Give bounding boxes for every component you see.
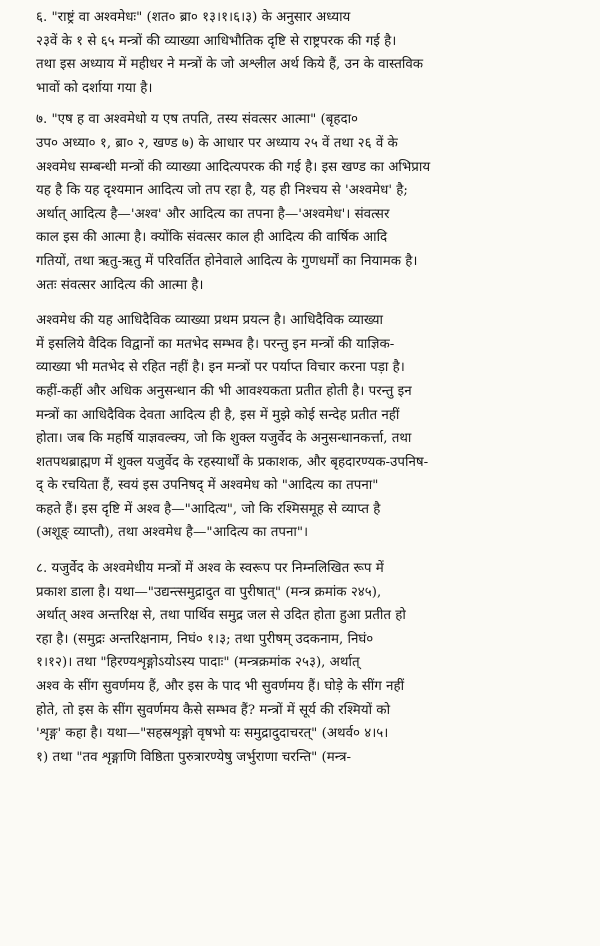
text-line: अर्थात् अश्व अन्तरिक्ष से, तथा पार्थिव समुद्र जल से उदित होता हुआ प्रतीत हो xyxy=(36,608,406,624)
text-line: अश्वमेध सम्बन्धी मन्त्रों की व्याख्या आदित्यपरक की गई है। इस खण्ड का अभिप्राय xyxy=(36,159,431,175)
text-line: अश्वमेध की यह आधिदैविक व्याख्या प्रथम प्रयत्न है। आधिदैविक व्याख्या xyxy=(36,313,383,329)
text-line: 'शृङ्ग' कहा है। यथा—"सहस्रशृङ्गो वृषभो यः समुद्रादुदाचरत्" (अथर्व० ४।५। xyxy=(36,726,389,742)
text-line: मन्त्रों का आधिदैविक देवता आदित्य ही है, इस में मुझे कोई सन्देह प्रतीत नहीं xyxy=(36,407,400,423)
text-line: काल इस की आत्मा है। क्योंकि संवत्सर काल ही आदित्य की वार्षिक आदि xyxy=(36,230,388,246)
text-line: १।१२)। तथा "हिरण्यशृङ्गोऽयोऽस्य पादाः" (मन्त्रक्रमांक २५३), अर्थात् xyxy=(36,655,360,671)
text-line: ८. यजुर्वेद के अश्वमेधीय मन्त्रों में अश्व के स्वरूप पर निम्नलिखित रूप में xyxy=(36,561,384,577)
text-line: तथा इस अध्याय में महीधर ने मन्त्रों के जो अश्लील अर्थ किये हैं, उन के वास्तविक xyxy=(36,57,424,73)
text-line: अर्थात् आदित्य है—'अश्व' और आदित्य का तपना है—'अश्वमेध'। संवत्सर xyxy=(36,206,390,222)
text-line: व्याख्या भी मतभेद से रहित नहीं है। इन मन्त्रों पर पर्याप्त विचार करना पड़ा है। xyxy=(36,360,405,376)
text-line: में इसलिये वैदिक विद्वानों का मतभेद सम्भव है। परन्तु इन मन्त्रों की याज्ञिक- xyxy=(36,336,395,352)
text-line: २३वें के १ से ६५ मन्त्रों की व्याख्या आधिभौतिक दृष्टि से राष्ट्रपरक की गई है। xyxy=(36,33,397,49)
text-line: शतपथब्राह्मण में शुक्ल यजुर्वेद के रहस्यार्थों के प्रकाशक, और बृहदारण्यक-उपनिष- xyxy=(36,454,429,470)
text-line: गतियों, तथा ऋतु-ऋतु में परिवर्तित होनेवाले आदित्य के गुणधर्मों का नियामक है। xyxy=(36,253,418,269)
text-line: १) तथा "तव शृङ्गाणि विष्ठिता पुरुत्रारण्येषु जर्भुराणा चरन्ति" (मन्त्र- xyxy=(36,749,352,765)
text-line: भावों को दर्शाया गया है। xyxy=(36,80,153,96)
text-line: (अशूङ् व्याप्तौ), तथा अश्वमेध है—"आदित्य का तपना"। xyxy=(36,525,309,541)
text-line: अतः संवत्सर आदित्य की आत्मा है। xyxy=(36,277,204,293)
text-line: रहा है। (समुद्रः अन्तरिक्षनाम, निघं० १।३; तथा पुरीषम् उदकनाम, निघं० xyxy=(36,631,374,647)
text-line: कहीं-कहीं और अधिक अनुसन्धान की भी आवश्यकता प्रतीत होती है। परन्तु इन xyxy=(36,383,412,399)
paragraph-7 xyxy=(10,108,591,297)
text-line: ६. "राष्ट्रं वा अश्वमेधः" (शत० ब्रा० १३।१।६।३) के अनुसार अध्याय xyxy=(36,10,351,25)
text-line: यह है कि यह दृश्यमान आदित्य जो तप रहा है, यह ही निश्चय से 'अश्वमेध' है; xyxy=(36,183,408,199)
text-line: होता। जब कि महर्षि याज्ञवल्क्य, जो कि शुक्ल यजुर्वेद के अनुसन्धानकर्त्ता, तथा xyxy=(36,431,412,447)
text-line: प्रकाश डाला है। यथा—"उद्यन्त्समुद्रादुत वा पुरीषात्" (मन्त्र क्रमांक २४५), xyxy=(36,584,382,600)
paragraph-8 xyxy=(10,557,591,769)
text-line: अश्व के सींग सुवर्णमय हैं, और इस के पाद भी सुवर्णमय हैं। घोड़े के सींग नहीं xyxy=(36,679,405,695)
text-line: ७. "एष ह वा अश्वमेधो य एष तपति, तस्य संवत्सर आत्मा" (बृहदा० xyxy=(36,112,359,128)
text-line: द् के रचयिता हैं, स्वयं इस उपनिषद् में अश्वमेध को "आदित्य का तपना" xyxy=(36,478,379,494)
paragraph-6 xyxy=(10,6,591,100)
text-line: उप० अध्या० १, ब्रा० २, खण्ड ७) के आधार पर अध्याय २५ वें तथा २६ वें के xyxy=(36,135,398,151)
text-line: होते, तो इस के सींग सुवर्णमय कैसे सम्भव हैं? मन्त्रों में सूर्य की रश्मियों को xyxy=(36,702,391,718)
text-line: कहते हैं। इस दृष्टि में अश्व है—"आदित्य", जो कि रश्मिसमूह से व्याप्त है xyxy=(36,501,381,517)
paragraph-ashvamedha-adhidaivik xyxy=(10,309,591,545)
